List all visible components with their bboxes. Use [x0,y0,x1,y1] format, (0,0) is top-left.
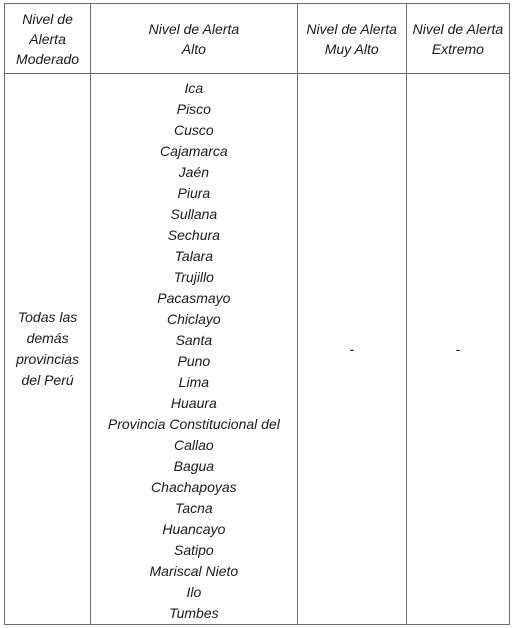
province-item: Sullana [170,206,218,222]
header-moderate-line: Alerta [29,30,66,47]
province-item: Callao [174,437,214,453]
moderate-line: provincias [16,351,80,367]
province-item: Ilo [186,584,202,600]
moderate-line: demás [26,330,69,346]
header-very-high-line: Nivel de Alerta [306,20,397,37]
province-item: Puno [177,353,211,369]
header-extreme [406,4,509,74]
moderate-line: Todas las [17,309,78,325]
header-high [91,4,297,74]
header-extreme-line: Extremo [431,40,484,57]
header-moderate-line: Nivel de [22,10,73,27]
province-item: Huaura [170,395,217,411]
header-very-high [297,4,406,74]
header-moderate-line: Moderado [16,50,80,67]
province-item: Cajamarca [160,143,228,159]
province-item: Bagua [173,458,215,474]
province-item: Trujillo [173,269,214,285]
moderate-cell [5,74,91,625]
header-high-line: Nivel de Alerta [148,20,240,37]
province-item: Sechura [167,227,220,243]
province-item: Satipo [174,542,214,558]
province-item: Piura [177,185,211,201]
header-moderate [5,4,91,74]
very-high-cell [297,74,406,625]
province-item: Huancayo [162,521,226,537]
province-item: Mariscal Nieto [149,563,239,579]
province-item: Chachapoyas [151,479,237,495]
province-item: Tacna [175,500,213,516]
province-item: Tumbes [169,605,219,621]
high-cell [91,74,297,625]
extreme-value: - [455,341,461,357]
moderate-line: del Perú [21,372,74,388]
province-item: Santa [175,332,213,348]
body-row [5,74,510,625]
province-item: Talara [174,248,214,264]
province-item: Pisco [176,101,211,117]
province-item: Pacasmayo [157,290,231,306]
province-item: Cusco [174,122,214,138]
province-item: Ica [184,80,204,96]
province-item: Chiclayo [167,311,221,327]
province-item: Lima [178,374,210,390]
extreme-cell [406,74,509,625]
very-high-value: - [349,341,354,357]
header-high-line: Alto [181,40,206,57]
header-extreme-line: Nivel de Alerta [412,20,504,37]
province-item: Provincia Constitucional del [107,416,280,432]
province-item: Jaén [178,164,210,180]
header-row [5,4,510,74]
alert-level-table [4,3,510,625]
header-very-high-line: Muy Alto [324,40,379,57]
